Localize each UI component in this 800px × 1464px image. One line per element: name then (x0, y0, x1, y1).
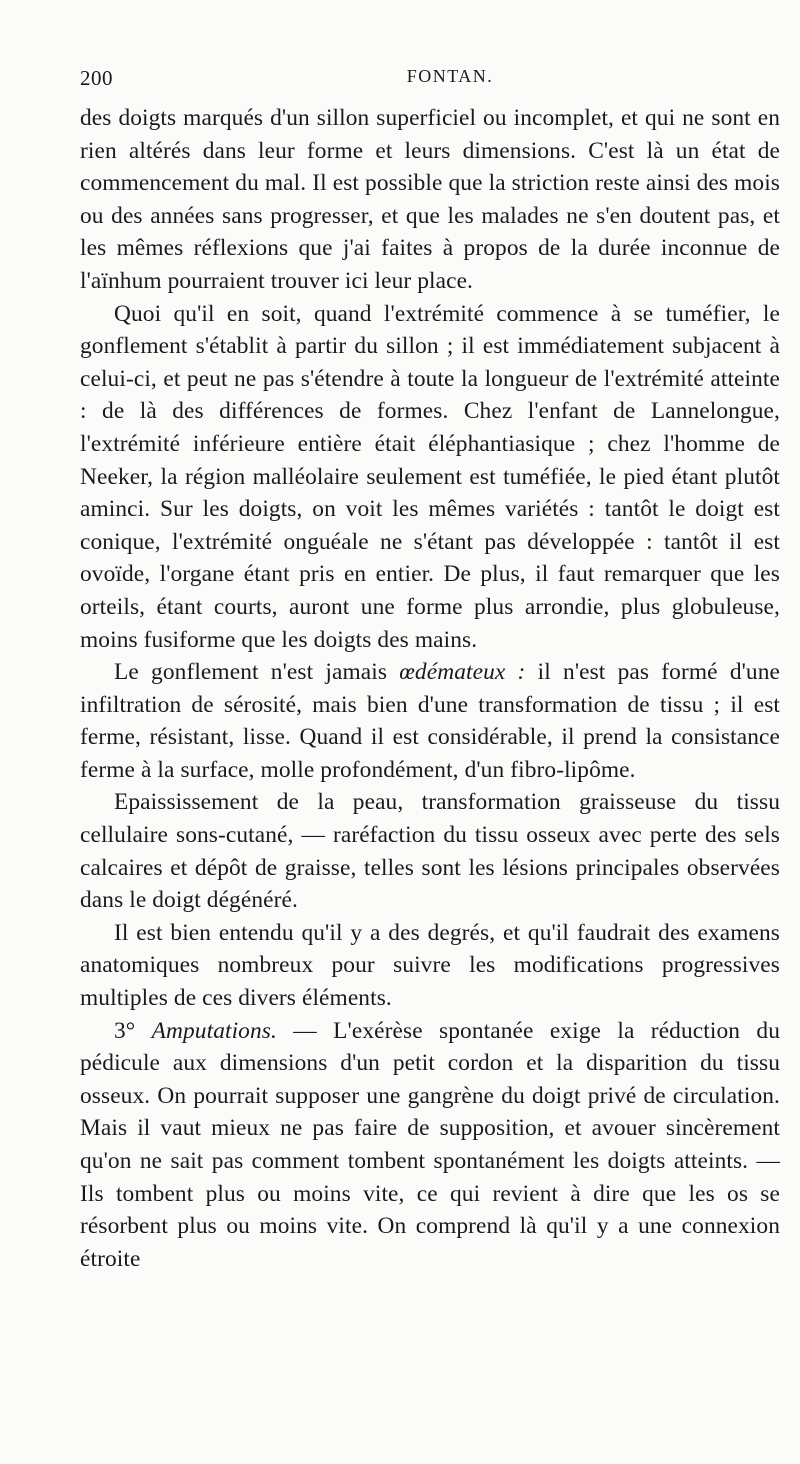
italic-term: œdémateux : (399, 659, 526, 686)
page-number: 200 (80, 66, 113, 90)
running-head: FONTAN. (406, 66, 494, 86)
book-page (80, 62, 780, 1275)
text-segment: Quoi qu'il en soit, quand l'extrémité commence à se tuméfier, le gonflement s'établit à partir du sillon ; il est immédiatement subjacent à celui-ci, et peut ne pas s'étendre à toute la longueur de l'extrémité atteinte : de là des différences de formes. Chez l'enfant de Lannelongue, l'extrémité inférieure entière était éléphantiasique ; chez l'homme de Neeker, la région malléolaire seulement est tuméfiée, le pied étant plutôt aminci. Sur les doigts, on voit les mêmes variétés : tantôt le doigt est conique, l'extrémité onguéale ne s'étant pas développée : tantôt il est ovoïde, l'organe étant pris en entier. De plus, il faut remarquer que les orteils, étant courts, auront une forme plus arrondie, plus globuleuse, moins fusiforme que les doigts des mains. (80, 300, 780, 653)
text-segment: 3° (114, 1017, 152, 1044)
text-segment: des doigts marqués d'un sillon superficiel ou incomplet, et qui ne sont en rien altérés dans leur forme et leurs dimensions. C'est là un état de commencement du mal. Il est possible que la striction reste ainsi des mois ou des années sans progresser, et que les malades ne s'en doutent pas, et les mêmes réflexions que j'ai faites à propos de la durée inconnue de l'aïnhum pourraient trouver ici leur place. (80, 105, 780, 294)
text-segment: Il est bien entendu qu'il y a des degrés, et qu'il faudrait des examens anatomiques nombreux pour suivre les modifications progressives multiples de ces divers éléments. (80, 919, 780, 1012)
text-segment: Epaississement de la peau, transformation graisseuse du tissu cellulaire sons-cutané, — raréfaction du tissu osseux avec perte des sels calcaires et dépôt de graisse, telles sont les lésions principales observées dans le doigt dégénéré. (80, 789, 780, 914)
text-segment: — L'exérèse spontanée exige la réduction du pédicule aux dimensions d'un petit cordon et la disparition du tissu osseux. On pourrait supposer une gangrène du doigt privé de circulation. Mais il vaut mieux ne pas faire de supposition, et avouer sincèrement qu'on ne sait pas comment tombent spontanément les doigts atteints. — Ils tombent plus ou moins vite, ce qui revient à dire que les os se résorbent plus ou moins vite. On comprend là qu'il y a une connexion étroite (80, 1017, 780, 1272)
paragraph (80, 656, 780, 786)
text-segment: il n'est pas formé d'une infiltration de sérosité, mais bien d'une transformation de tissu ; il est ferme, résistant, lisse. Quand il est considérable, il prend la consistance ferme à la surface, molle profondément, d'un fibro-lipôme. (80, 659, 780, 783)
paragraph (80, 298, 780, 657)
paragraph (80, 786, 780, 916)
italic-term: Amputations. (151, 1017, 277, 1044)
page-header (80, 62, 780, 102)
text-segment: Le gonflement n'est jamais (114, 659, 400, 686)
paragraph (80, 917, 780, 1015)
paragraph (80, 102, 780, 298)
body-text (80, 102, 780, 1275)
paragraph (80, 1015, 780, 1276)
